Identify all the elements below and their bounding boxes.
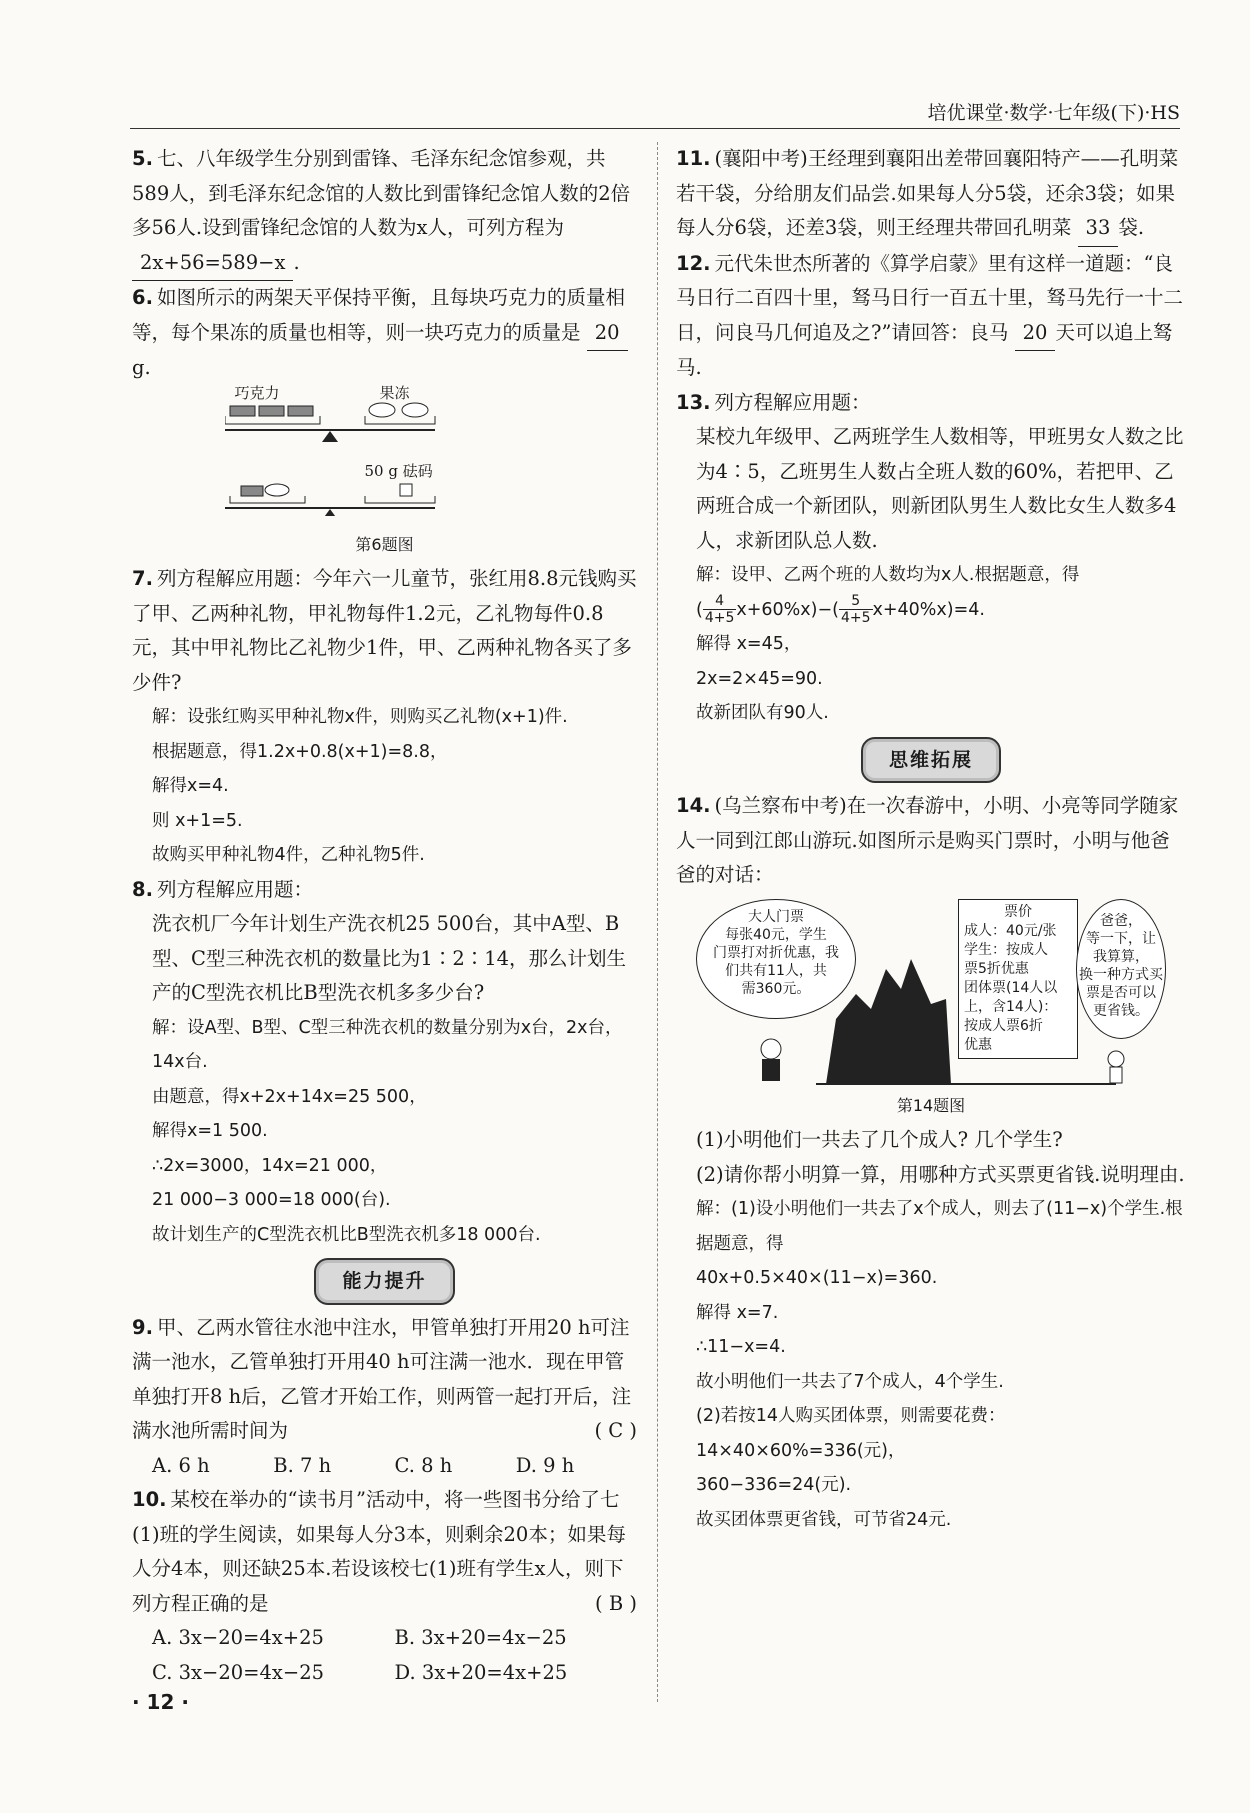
section-banner-thinking: 思维拓展 [676, 737, 1186, 784]
option-c: C. 3x−20=4x−25 [152, 1660, 325, 1684]
question-13: 13. 列方程解应用题： [676, 390, 871, 414]
question-5: 5. 七、八年级学生分别到雷锋、毛泽东纪念馆参观，共589人，到毛泽东纪念馆的人数比到雷锋纪念馆人数的2倍多56人.设到雷锋纪念馆的人数为x人，可列方程为 2x+56=589−x . [132, 142, 637, 281]
figure-14-caption: 第14题图 [896, 1095, 966, 1115]
question-6: 6. 如图所示的两架天平保持平衡，且每块巧克力的质量相等，每个果冻的质量也相等，则一块巧克力的质量是 20g. [132, 281, 637, 386]
label-jelly: 果冻 [379, 383, 410, 402]
question-8-body: 洗衣机厂今年计划生产洗衣机25 500台，其中A型、B型、C型三种洗衣机的数量比为1∶2∶14，那么计划生产的C型洗衣机比B型洗衣机多多少台? [152, 912, 627, 1004]
column-divider [657, 142, 658, 1702]
question-11: 11. (襄阳中考)王经理到襄阳出差带回襄阳特产——孔明菜若干袋，分给朋友们品尝.如果每人分5袋，还余3袋；如果每人分6袋，还差3袋，则王经理共带回孔明菜 33 袋. [676, 142, 1186, 247]
figure-6-caption: 第6题图 [355, 534, 414, 554]
equation-13: ( $\frac{4}{4+5}$ x+60%x)−( $\frac{5}{4+5}$ x+40%x)=4. [696, 593, 985, 626]
question-9: 9. 甲、乙两水管往水池中注水，甲管单独打开用20 h可注满一池水，乙管单独打开用40 h可注满一池水．现在甲管单独打开8 h后，乙管才开始工作，则两管一起打开后，注满水池所需时间为 ( C ) [132, 1311, 637, 1449]
page-number: · 12 · [132, 1690, 189, 1714]
option-b: B. 3x+20=4x−25 [394, 1626, 567, 1649]
option-c: C. 8 h [394, 1453, 453, 1477]
question-9-options [132, 1449, 637, 1484]
speech-bubble-dad: 大人门票 每张40元，学生 门票打对折优惠，我 们共有11人，共 需360元。 [696, 899, 856, 1019]
answer-blank: 2x+56=589−x [132, 246, 293, 282]
question-14: 14. (乌兰察布中考)在一次春游中，小明、小亮等同学随家人一同到江郎山游玩.如图所示是购买门票时，小明与他爸爸的对话： [676, 794, 1179, 886]
answer-blank: 33 [1078, 211, 1119, 247]
solution-7: 解：设张红购买甲种礼物x件，则购买乙礼物(x+1)件. 根据题意，得1.2x+0.8(x+1)=8.8， 解得x=4. 则 x+1=5. 故购买甲种礼物4件，乙种礼物5件. [152, 707, 568, 865]
question-12: 12. 元代朱世杰所著的《算学启蒙》里有这样一道题：“良马日行二百四十里，驽马日行一百五十里，驽马先行一十二日，问良马几何追及之?”请回答：良马 20 天可以追上驽马. [676, 251, 1184, 379]
speech-bubble-xiaoming: 爸爸， 等一下，让 我算算， 换一种方式买 票是否可以 更省钱。 [1076, 899, 1166, 1039]
answer-choice: ( B ) [595, 1591, 637, 1615]
question-14-parts: (1)小明他们一共去了几个成人? 几个学生? (2)请你帮小明算一算，用哪种方式买票更省钱.说明理由. [696, 1128, 1185, 1186]
fraction: $\frac{4}{4+5}$ [704, 593, 735, 626]
option-d: D. 3x+20=4x+25 [394, 1660, 568, 1684]
option-d: D. 9 h [515, 1453, 575, 1477]
left-column [132, 142, 637, 1690]
label-weight: 50 g 砝码 [364, 461, 433, 480]
question-7: 7. 列方程解应用题：今年六一儿童节，张红用8.8元钱购买了甲、乙两种礼物，甲礼物每件1.2元，乙礼物每件0.8元，其中甲礼物比乙礼物少1件，甲、乙两种礼物各买了多少件? [132, 567, 637, 694]
option-a: A. 6 h [152, 1453, 210, 1477]
question-10: 10. 某校在举办的“读书月”活动中，将一些图书分给了七(1)班的学生阅读，如果每人分3本，则剩余20本；如果每人分4本，则还缺25本.若设该校七(1)班有学生x人，则下列方程正确的是 ( B ) [132, 1483, 637, 1621]
balance-figure [225, 383, 545, 536]
right-column [676, 142, 1186, 1537]
section-banner-ability: 能力提升 [132, 1258, 637, 1305]
question-13-body: 某校九年级甲、乙两班学生人数相等，甲班男女人数之比为4∶5，乙班男生人数占全班人数的60%，若把甲、乙两班合成一个新团队，则新团队男生人数比女生人数多4人，求新团队总人数. [696, 425, 1184, 552]
ticket-figure [696, 899, 1166, 1089]
label-chocolate: 巧克力 [234, 383, 280, 402]
answer-choice: ( C ) [594, 1419, 637, 1442]
answer-blank: 20 [1015, 316, 1056, 352]
option-b: B. 7 h [273, 1453, 332, 1477]
option-a: A. 3x−20=4x+25 [152, 1626, 324, 1649]
header-rule [130, 128, 1180, 129]
question-8: 8. 列方程解应用题： [132, 877, 313, 901]
price-board: 票价 成人：40元/张 学生：按成人 票5折优惠 团体票(14人以 上，含14人)： 按成人票6折 优惠 [958, 899, 1078, 1059]
answer-blank: 20 [587, 316, 628, 352]
solution-13: 解：设甲、乙两个班的人数均为x人.根据题意，得 ( $\frac{4}{4+5}$ x+60%x)−( $\frac{5}{4+5}$ x+40%x)=4. 解得 x=45， 2x=2×45=90. 故新团队有90人. [676, 558, 1186, 731]
fraction: $\frac{5}{4+5}$ [840, 593, 871, 626]
question-10-options [132, 1621, 637, 1690]
running-header: 培优课堂·数学·七年级(下)·HS [927, 102, 1180, 124]
solution-8: 解：设A型、B型、C型三种洗衣机的数量分别为x台，2x台，14x台. 由题意，得x+2x+14x=25 500， 解得x=1 500. ∴2x=3000，14x=21 000， 21 000−3 000=18 000(台). 故计划生产的C型洗衣机比B型洗衣机多18 000台. [152, 1017, 623, 1245]
solution-14: 解：(1)设小明他们一共去了x个成人，则去了(11−x)个学生.根据题意，得 40x+0.5×40×(11−x)=360. 解得 x=7. ∴11−x=4. 故小明他们一共去了7个成人，4个学生. (2)若按14人购买团体票，则需要花费： 14×40×60%=336(元)， 360−336=24(元). 故买团体票更省钱，可节省24元. [696, 1199, 1183, 1530]
